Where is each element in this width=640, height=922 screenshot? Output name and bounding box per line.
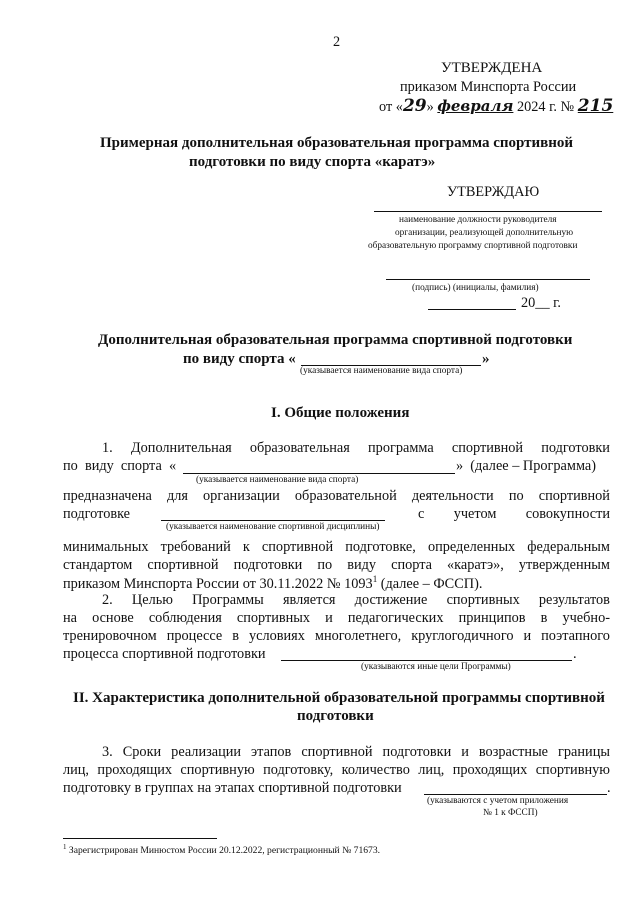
word: реализации [171,744,242,760]
word: границы [558,744,610,760]
p1-caption-1: (указывается наименование вида спорта) [196,475,359,485]
word: Сроки [122,744,162,760]
word: учебно- [562,610,610,626]
word: спортивной [538,488,610,504]
word: лиц, [63,762,90,778]
footnote-separator [63,838,217,839]
word: стандартом [63,557,133,573]
footnote [63,843,380,856]
position-line [374,211,602,212]
p1-caption-2: (указывается наименование спортивной дисциплины) [166,522,380,532]
handwritten-month: февраля [437,97,514,115]
approved-date-line [379,96,613,116]
p3-caption-1: (указываются с учетом приложения [427,796,569,806]
approve-title: УТВЕРЖДАЮ [447,184,540,200]
word: определенных [427,539,516,555]
word: условиях [249,628,305,644]
word: образовательная [249,440,350,456]
word: к [242,539,250,555]
p2-caption: (указываются иные цели Программы) [361,662,511,672]
p1-sport-line [183,473,455,474]
word: тренировочном [63,628,157,644]
word: подготовки [382,744,452,760]
sign-caption: (подпись) (инициалы, фамилия) [412,283,539,293]
p2-line-4-end: . [573,646,577,662]
p1-line-3 [63,488,610,505]
word: спортивной [261,539,334,555]
word: совокупности [525,506,610,522]
word: результатов [538,592,610,608]
word: предназначена [63,488,152,504]
p3-line-1 [102,744,610,761]
p3-line-2 [63,762,610,779]
word: проходящих [452,762,528,778]
footnote-ref: 1 [372,574,378,584]
order-text: приказом Минспорта России от 30.11.2022 № 1093 [63,575,373,592]
p2-line-1 [102,592,610,609]
word: подготовки [233,557,303,573]
doc-title-line-1: Примерная дополнительная образовательная программа спортивной [100,135,574,151]
word: 2. [102,592,113,608]
word: является [282,592,336,608]
word: спортивную [535,762,610,778]
p3-line-3: подготовку в группах на этапах спортивной подготовки [63,780,402,796]
word: спортивной [301,744,373,760]
word: 3. [102,744,113,760]
p2-goals-line [281,660,572,661]
word: поэтапного [541,628,610,644]
approve-caption-1: наименование должности руководителя [399,215,557,225]
p1-discipline-line [161,520,385,521]
word: и [523,628,532,644]
program-title-line-1: Дополнительная образовательная программа спортивной подготовки [98,332,573,348]
p1-line-5 [63,539,610,556]
signature-line [386,279,590,280]
word: федеральным [527,539,610,555]
word: в [540,610,548,626]
p2-line-3 [63,628,610,645]
fssp-text: (далее – ФССП). [377,575,483,592]
handwritten-day: 29 [402,96,427,116]
program-title-line-2-prefix: по виду спорта « [183,351,296,367]
word: спортивную [180,762,255,778]
word: и [325,610,333,626]
word: программа [368,440,434,456]
p1-line-4-word-1: подготовке [63,506,131,522]
program-title-line-2-suffix: » [482,351,490,367]
word: по [508,488,524,504]
word: подготовки [541,440,610,456]
word: спортивных [236,610,311,626]
word: возрастные [478,744,549,760]
word: подготовку, [263,762,334,778]
section-2-heading-line-1: II. Характеристика дополнительной образовательной программы спортивной [73,690,605,706]
approved-title: УТВЕРЖДЕНА [441,60,543,76]
word: этапов [251,744,292,760]
doc-title-line-2: подготовки по виду спорта «каратэ» [189,154,436,170]
approve-caption-2: организации, реализующей дополнительную [395,228,574,238]
p3-caption-2: № 1 к ФССП) [483,808,538,818]
footnote-mark: 1 [63,843,67,851]
word: лиц, [418,762,445,778]
word: по [317,557,333,573]
word: учетом [453,506,497,522]
word: организации [203,488,280,504]
p2-line-2 [63,610,610,627]
p3-groups-line [424,794,607,795]
year-text: 2024 г. № [516,99,575,115]
word: основе [92,610,134,626]
word: спортивных [446,592,520,608]
word: спорта [391,557,432,573]
page-number: 2 [333,34,341,50]
date-prefix: от « [379,99,403,115]
p1-line-1 [102,440,610,457]
word: в [232,628,239,644]
word: процессе [166,628,223,644]
date-suffix: 20__ г. [521,295,561,311]
word: деятельности [411,488,494,504]
word: утвержденным [518,557,610,573]
approve-caption-3: образовательную программу спортивной подготовки [368,241,578,251]
word: «каратэ», [447,557,504,573]
word: с [418,506,425,522]
word: достижение [354,592,428,608]
p1-line-2-prefix: по виду спорта « [63,458,177,474]
footnote-text: Зарегистрирован Минюстом России 20.12.2022, регистрационный № 71673. [66,845,381,857]
section-1-heading: I. Общие положения [271,405,410,421]
program-title-caption: (указывается наименование вида спорта) [300,366,463,376]
word: 1. [102,440,113,456]
section-2-heading-line-2: подготовки [297,708,374,724]
word: спортивной [147,557,219,573]
approved-by: приказом Минспорта России [400,79,577,95]
word: виду [347,557,377,573]
word: Целью [131,592,173,608]
word: принципов [458,610,526,626]
word: спортивной [451,440,524,456]
p3-line-3-end: . [607,780,611,796]
word: проходящих [97,762,173,778]
p1-line-2-suffix: » (далее – Программа) [456,458,597,474]
word: образовательной [294,488,397,504]
p1-line-4-rest [418,506,610,523]
p1-line-6 [63,557,610,574]
word: педагогических [347,610,444,626]
date-quote: » [426,99,434,115]
word: многолетнего, [314,628,402,644]
p1-line-7 [63,574,482,593]
word: на [63,610,77,626]
word: минимальных [63,539,149,555]
word: соблюдения [148,610,222,626]
word: подготовке, [345,539,416,555]
word: Дополнительная [130,440,232,456]
handwritten-number: 215 [577,96,614,116]
word: требований [160,539,231,555]
word: Программы [192,592,264,608]
word: круглогодичного [411,628,514,644]
p2-line-4: процесса спортивной подготовки [63,646,266,662]
word: для [166,488,188,504]
date-line [428,309,516,310]
word: количество [341,762,410,778]
word: и [461,744,469,760]
